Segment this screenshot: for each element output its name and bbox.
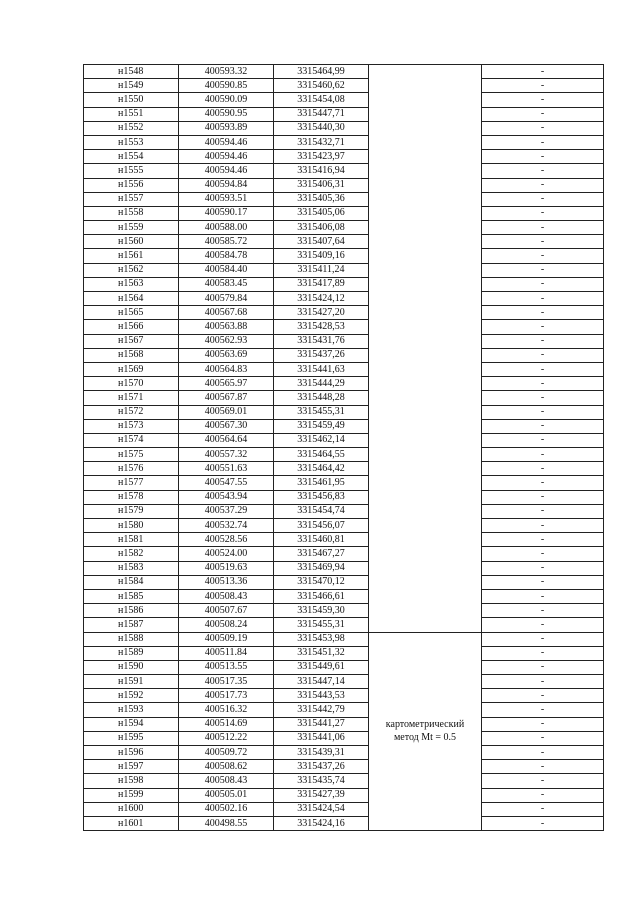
point-name: н1578 bbox=[84, 490, 179, 504]
note-dash: - bbox=[482, 547, 604, 561]
table-row bbox=[84, 419, 604, 433]
x-coordinate: 400509.72 bbox=[179, 746, 274, 760]
y-coordinate: 3315454,08 bbox=[274, 93, 369, 107]
y-coordinate: 3315427,39 bbox=[274, 788, 369, 802]
y-coordinate: 3315456,07 bbox=[274, 519, 369, 533]
point-name: н1563 bbox=[84, 277, 179, 291]
note-dash: - bbox=[482, 107, 604, 121]
note-dash: - bbox=[482, 178, 604, 192]
note-dash: - bbox=[482, 206, 604, 220]
x-coordinate: 400593.32 bbox=[179, 65, 274, 79]
point-name: н1590 bbox=[84, 660, 179, 674]
y-coordinate: 3315411,24 bbox=[274, 263, 369, 277]
note-dash: - bbox=[482, 121, 604, 135]
x-coordinate: 400564.83 bbox=[179, 362, 274, 376]
y-coordinate: 3315437,26 bbox=[274, 348, 369, 362]
x-coordinate: 400584.40 bbox=[179, 263, 274, 277]
x-coordinate: 400508.43 bbox=[179, 589, 274, 603]
table-row bbox=[84, 802, 604, 816]
note-dash: - bbox=[482, 717, 604, 731]
note-dash: - bbox=[482, 391, 604, 405]
x-coordinate: 400567.30 bbox=[179, 419, 274, 433]
y-coordinate: 3315441,63 bbox=[274, 362, 369, 376]
note-dash: - bbox=[482, 164, 604, 178]
y-coordinate: 3315416,94 bbox=[274, 164, 369, 178]
table-row bbox=[84, 277, 604, 291]
table-row bbox=[84, 774, 604, 788]
note-dash: - bbox=[482, 419, 604, 433]
note-dash: - bbox=[482, 462, 604, 476]
y-coordinate: 3315470,12 bbox=[274, 575, 369, 589]
x-coordinate: 400516.32 bbox=[179, 703, 274, 717]
point-name: н1589 bbox=[84, 646, 179, 660]
table-row bbox=[84, 263, 604, 277]
table-row bbox=[84, 504, 604, 518]
x-coordinate: 400509.19 bbox=[179, 632, 274, 646]
y-coordinate: 3315432,71 bbox=[274, 135, 369, 149]
coordinates-table bbox=[83, 64, 604, 831]
x-coordinate: 400590.17 bbox=[179, 206, 274, 220]
note-dash: - bbox=[482, 249, 604, 263]
y-coordinate: 3315405,06 bbox=[274, 206, 369, 220]
point-name: н1564 bbox=[84, 292, 179, 306]
x-coordinate: 400517.73 bbox=[179, 689, 274, 703]
x-coordinate: 400557.32 bbox=[179, 448, 274, 462]
x-coordinate: 400594.46 bbox=[179, 164, 274, 178]
table-row bbox=[84, 362, 604, 376]
y-coordinate: 3315406,08 bbox=[274, 221, 369, 235]
note-dash: - bbox=[482, 277, 604, 291]
point-name: н1591 bbox=[84, 675, 179, 689]
point-name: н1580 bbox=[84, 519, 179, 533]
point-name: н1557 bbox=[84, 192, 179, 206]
x-coordinate: 400567.68 bbox=[179, 306, 274, 320]
point-name: н1582 bbox=[84, 547, 179, 561]
point-name: н1579 bbox=[84, 504, 179, 518]
note-dash: - bbox=[482, 320, 604, 334]
x-coordinate: 400519.63 bbox=[179, 561, 274, 575]
y-coordinate: 3315427,20 bbox=[274, 306, 369, 320]
point-name: н1556 bbox=[84, 178, 179, 192]
y-coordinate: 3315435,74 bbox=[274, 774, 369, 788]
x-coordinate: 400498.55 bbox=[179, 816, 274, 830]
note-dash: - bbox=[482, 150, 604, 164]
y-coordinate: 3315441,27 bbox=[274, 717, 369, 731]
point-name: н1583 bbox=[84, 561, 179, 575]
note-dash: - bbox=[482, 476, 604, 490]
table-row bbox=[84, 717, 604, 731]
point-name: н1592 bbox=[84, 689, 179, 703]
table-row bbox=[84, 221, 604, 235]
y-coordinate: 3315424,12 bbox=[274, 292, 369, 306]
y-coordinate: 3315440,30 bbox=[274, 121, 369, 135]
y-coordinate: 3315405,36 bbox=[274, 192, 369, 206]
table-row bbox=[84, 391, 604, 405]
x-coordinate: 400507.67 bbox=[179, 604, 274, 618]
method-cell bbox=[369, 632, 482, 831]
table-row bbox=[84, 788, 604, 802]
note-dash: - bbox=[482, 618, 604, 632]
y-coordinate: 3315460,81 bbox=[274, 533, 369, 547]
table-row bbox=[84, 164, 604, 178]
y-coordinate: 3315462,14 bbox=[274, 433, 369, 447]
table-row bbox=[84, 632, 604, 646]
table-row bbox=[84, 433, 604, 447]
table-row bbox=[84, 192, 604, 206]
note-dash: - bbox=[482, 589, 604, 603]
point-name: н1555 bbox=[84, 164, 179, 178]
note-dash: - bbox=[482, 405, 604, 419]
point-name: н1581 bbox=[84, 533, 179, 547]
x-coordinate: 400532.74 bbox=[179, 519, 274, 533]
x-coordinate: 400594.46 bbox=[179, 135, 274, 149]
table-row bbox=[84, 533, 604, 547]
table-row bbox=[84, 178, 604, 192]
x-coordinate: 400508.24 bbox=[179, 618, 274, 632]
x-coordinate: 400502.16 bbox=[179, 802, 274, 816]
note-dash: - bbox=[482, 448, 604, 462]
y-coordinate: 3315442,79 bbox=[274, 703, 369, 717]
point-name: н1601 bbox=[84, 816, 179, 830]
table-row bbox=[84, 448, 604, 462]
table-row bbox=[84, 107, 604, 121]
x-coordinate: 400543.94 bbox=[179, 490, 274, 504]
y-coordinate: 3315449,61 bbox=[274, 660, 369, 674]
table-row bbox=[84, 135, 604, 149]
y-coordinate: 3315455,31 bbox=[274, 405, 369, 419]
note-dash: - bbox=[482, 263, 604, 277]
note-dash: - bbox=[482, 675, 604, 689]
x-coordinate: 400565.97 bbox=[179, 377, 274, 391]
table-row bbox=[84, 348, 604, 362]
note-dash: - bbox=[482, 561, 604, 575]
note-dash: - bbox=[482, 65, 604, 79]
point-name: н1549 bbox=[84, 79, 179, 93]
y-coordinate: 3315424,16 bbox=[274, 816, 369, 830]
x-coordinate: 400584.78 bbox=[179, 249, 274, 263]
table-row bbox=[84, 150, 604, 164]
x-coordinate: 400594.46 bbox=[179, 150, 274, 164]
point-name: н1594 bbox=[84, 717, 179, 731]
y-coordinate: 3315423,97 bbox=[274, 150, 369, 164]
point-name: н1562 bbox=[84, 263, 179, 277]
y-coordinate: 3315453,98 bbox=[274, 632, 369, 646]
x-coordinate: 400564.64 bbox=[179, 433, 274, 447]
y-coordinate: 3315464,42 bbox=[274, 462, 369, 476]
y-coordinate: 3315464,99 bbox=[274, 65, 369, 79]
point-name: н1572 bbox=[84, 405, 179, 419]
table-row bbox=[84, 604, 604, 618]
table-row bbox=[84, 519, 604, 533]
note-dash: - bbox=[482, 575, 604, 589]
point-name: н1566 bbox=[84, 320, 179, 334]
point-name: н1548 bbox=[84, 65, 179, 79]
y-coordinate: 3315406,31 bbox=[274, 178, 369, 192]
x-coordinate: 400505.01 bbox=[179, 788, 274, 802]
y-coordinate: 3315467,27 bbox=[274, 547, 369, 561]
note-dash: - bbox=[482, 760, 604, 774]
table-row bbox=[84, 660, 604, 674]
point-name: н1574 bbox=[84, 433, 179, 447]
y-coordinate: 3315431,76 bbox=[274, 334, 369, 348]
point-name: н1569 bbox=[84, 362, 179, 376]
x-coordinate: 400585.72 bbox=[179, 235, 274, 249]
note-dash: - bbox=[482, 802, 604, 816]
y-coordinate: 3315447,71 bbox=[274, 107, 369, 121]
method-name: картометрический bbox=[385, 719, 465, 731]
table-row bbox=[84, 405, 604, 419]
table-row bbox=[84, 377, 604, 391]
point-name: н1596 bbox=[84, 746, 179, 760]
table-row bbox=[84, 760, 604, 774]
method-accuracy: метод Mt = 0.5 bbox=[393, 732, 457, 744]
point-name: н1584 bbox=[84, 575, 179, 589]
x-coordinate: 400508.62 bbox=[179, 760, 274, 774]
point-name: н1597 bbox=[84, 760, 179, 774]
note-dash: - bbox=[482, 490, 604, 504]
x-coordinate: 400594.84 bbox=[179, 178, 274, 192]
note-dash: - bbox=[482, 703, 604, 717]
y-coordinate: 3315417,89 bbox=[274, 277, 369, 291]
y-coordinate: 3315447,14 bbox=[274, 675, 369, 689]
note-dash: - bbox=[482, 774, 604, 788]
point-name: н1567 bbox=[84, 334, 179, 348]
point-name: н1593 bbox=[84, 703, 179, 717]
table-row bbox=[84, 589, 604, 603]
x-coordinate: 400583.45 bbox=[179, 277, 274, 291]
note-dash: - bbox=[482, 377, 604, 391]
note-dash: - bbox=[482, 816, 604, 830]
coordinates-table-body bbox=[84, 65, 604, 831]
point-name: н1561 bbox=[84, 249, 179, 263]
table-row bbox=[84, 646, 604, 660]
point-name: н1577 bbox=[84, 476, 179, 490]
y-coordinate: 3315448,28 bbox=[274, 391, 369, 405]
note-dash: - bbox=[482, 221, 604, 235]
y-coordinate: 3315459,49 bbox=[274, 419, 369, 433]
note-dash: - bbox=[482, 433, 604, 447]
point-name: н1558 bbox=[84, 206, 179, 220]
y-coordinate: 3315455,31 bbox=[274, 618, 369, 632]
note-dash: - bbox=[482, 235, 604, 249]
note-dash: - bbox=[482, 689, 604, 703]
point-name: н1600 bbox=[84, 802, 179, 816]
point-name: н1559 bbox=[84, 221, 179, 235]
table-row bbox=[84, 703, 604, 717]
point-name: н1586 bbox=[84, 604, 179, 618]
note-dash: - bbox=[482, 519, 604, 533]
y-coordinate: 3315466,61 bbox=[274, 589, 369, 603]
table-row bbox=[84, 490, 604, 504]
x-coordinate: 400590.95 bbox=[179, 107, 274, 121]
note-dash: - bbox=[482, 306, 604, 320]
y-coordinate: 3315444,29 bbox=[274, 377, 369, 391]
point-name: н1551 bbox=[84, 107, 179, 121]
x-coordinate: 400551.63 bbox=[179, 462, 274, 476]
x-coordinate: 400547.55 bbox=[179, 476, 274, 490]
x-coordinate: 400517.35 bbox=[179, 675, 274, 689]
x-coordinate: 400513.55 bbox=[179, 660, 274, 674]
note-dash: - bbox=[482, 646, 604, 660]
note-dash: - bbox=[482, 292, 604, 306]
y-coordinate: 3315454,74 bbox=[274, 504, 369, 518]
x-coordinate: 400511.84 bbox=[179, 646, 274, 660]
point-name: н1588 bbox=[84, 632, 179, 646]
point-name: н1585 bbox=[84, 589, 179, 603]
table-row bbox=[84, 306, 604, 320]
y-coordinate: 3315459,30 bbox=[274, 604, 369, 618]
y-coordinate: 3315437,26 bbox=[274, 760, 369, 774]
method-cell-empty bbox=[369, 65, 482, 633]
table-row bbox=[84, 320, 604, 334]
y-coordinate: 3315441,06 bbox=[274, 731, 369, 745]
table-row bbox=[84, 618, 604, 632]
table-row bbox=[84, 462, 604, 476]
x-coordinate: 400514.69 bbox=[179, 717, 274, 731]
y-coordinate: 3315460,62 bbox=[274, 79, 369, 93]
note-dash: - bbox=[482, 746, 604, 760]
note-dash: - bbox=[482, 135, 604, 149]
table-row bbox=[84, 561, 604, 575]
point-name: н1554 bbox=[84, 150, 179, 164]
point-name: н1570 bbox=[84, 377, 179, 391]
y-coordinate: 3315456,83 bbox=[274, 490, 369, 504]
point-name: н1575 bbox=[84, 448, 179, 462]
y-coordinate: 3315407,64 bbox=[274, 235, 369, 249]
x-coordinate: 400590.09 bbox=[179, 93, 274, 107]
table-row bbox=[84, 816, 604, 830]
table-row bbox=[84, 79, 604, 93]
x-coordinate: 400588.00 bbox=[179, 221, 274, 235]
note-dash: - bbox=[482, 348, 604, 362]
y-coordinate: 3315428,53 bbox=[274, 320, 369, 334]
x-coordinate: 400567.87 bbox=[179, 391, 274, 405]
y-coordinate: 3315443,53 bbox=[274, 689, 369, 703]
table-row bbox=[84, 249, 604, 263]
x-coordinate: 400569.01 bbox=[179, 405, 274, 419]
note-dash: - bbox=[482, 504, 604, 518]
point-name: н1595 bbox=[84, 731, 179, 745]
table-row bbox=[84, 731, 604, 745]
table-row bbox=[84, 206, 604, 220]
table-row bbox=[84, 746, 604, 760]
y-coordinate: 3315409,16 bbox=[274, 249, 369, 263]
point-name: н1550 bbox=[84, 93, 179, 107]
point-name: н1560 bbox=[84, 235, 179, 249]
note-dash: - bbox=[482, 533, 604, 547]
x-coordinate: 400579.84 bbox=[179, 292, 274, 306]
table-row bbox=[84, 689, 604, 703]
point-name: н1587 bbox=[84, 618, 179, 632]
x-coordinate: 400593.51 bbox=[179, 192, 274, 206]
point-name: н1599 bbox=[84, 788, 179, 802]
point-name: н1598 bbox=[84, 774, 179, 788]
note-dash: - bbox=[482, 731, 604, 745]
note-dash: - bbox=[482, 632, 604, 646]
point-name: н1553 bbox=[84, 135, 179, 149]
note-dash: - bbox=[482, 660, 604, 674]
point-name: н1576 bbox=[84, 462, 179, 476]
point-name: н1552 bbox=[84, 121, 179, 135]
table-row bbox=[84, 334, 604, 348]
x-coordinate: 400593.89 bbox=[179, 121, 274, 135]
note-dash: - bbox=[482, 362, 604, 376]
y-coordinate: 3315439,31 bbox=[274, 746, 369, 760]
table-row bbox=[84, 575, 604, 589]
x-coordinate: 400537.29 bbox=[179, 504, 274, 518]
note-dash: - bbox=[482, 192, 604, 206]
table-row bbox=[84, 675, 604, 689]
y-coordinate: 3315464,55 bbox=[274, 448, 369, 462]
point-name: н1565 bbox=[84, 306, 179, 320]
note-dash: - bbox=[482, 334, 604, 348]
y-coordinate: 3315451,32 bbox=[274, 646, 369, 660]
table-row bbox=[84, 93, 604, 107]
note-dash: - bbox=[482, 79, 604, 93]
table-row bbox=[84, 547, 604, 561]
x-coordinate: 400513.36 bbox=[179, 575, 274, 589]
y-coordinate: 3315461,95 bbox=[274, 476, 369, 490]
x-coordinate: 400512.22 bbox=[179, 731, 274, 745]
x-coordinate: 400563.69 bbox=[179, 348, 274, 362]
table-row bbox=[84, 292, 604, 306]
note-dash: - bbox=[482, 93, 604, 107]
point-name: н1568 bbox=[84, 348, 179, 362]
y-coordinate: 3315469,94 bbox=[274, 561, 369, 575]
table-row bbox=[84, 65, 604, 79]
note-dash: - bbox=[482, 604, 604, 618]
table-row bbox=[84, 476, 604, 490]
x-coordinate: 400528.56 bbox=[179, 533, 274, 547]
point-name: н1573 bbox=[84, 419, 179, 433]
x-coordinate: 400524.00 bbox=[179, 547, 274, 561]
x-coordinate: 400562.93 bbox=[179, 334, 274, 348]
y-coordinate: 3315424,54 bbox=[274, 802, 369, 816]
x-coordinate: 400508.43 bbox=[179, 774, 274, 788]
x-coordinate: 400590.85 bbox=[179, 79, 274, 93]
table-row bbox=[84, 121, 604, 135]
table-row bbox=[84, 235, 604, 249]
note-dash: - bbox=[482, 788, 604, 802]
x-coordinate: 400563.88 bbox=[179, 320, 274, 334]
point-name: н1571 bbox=[84, 391, 179, 405]
